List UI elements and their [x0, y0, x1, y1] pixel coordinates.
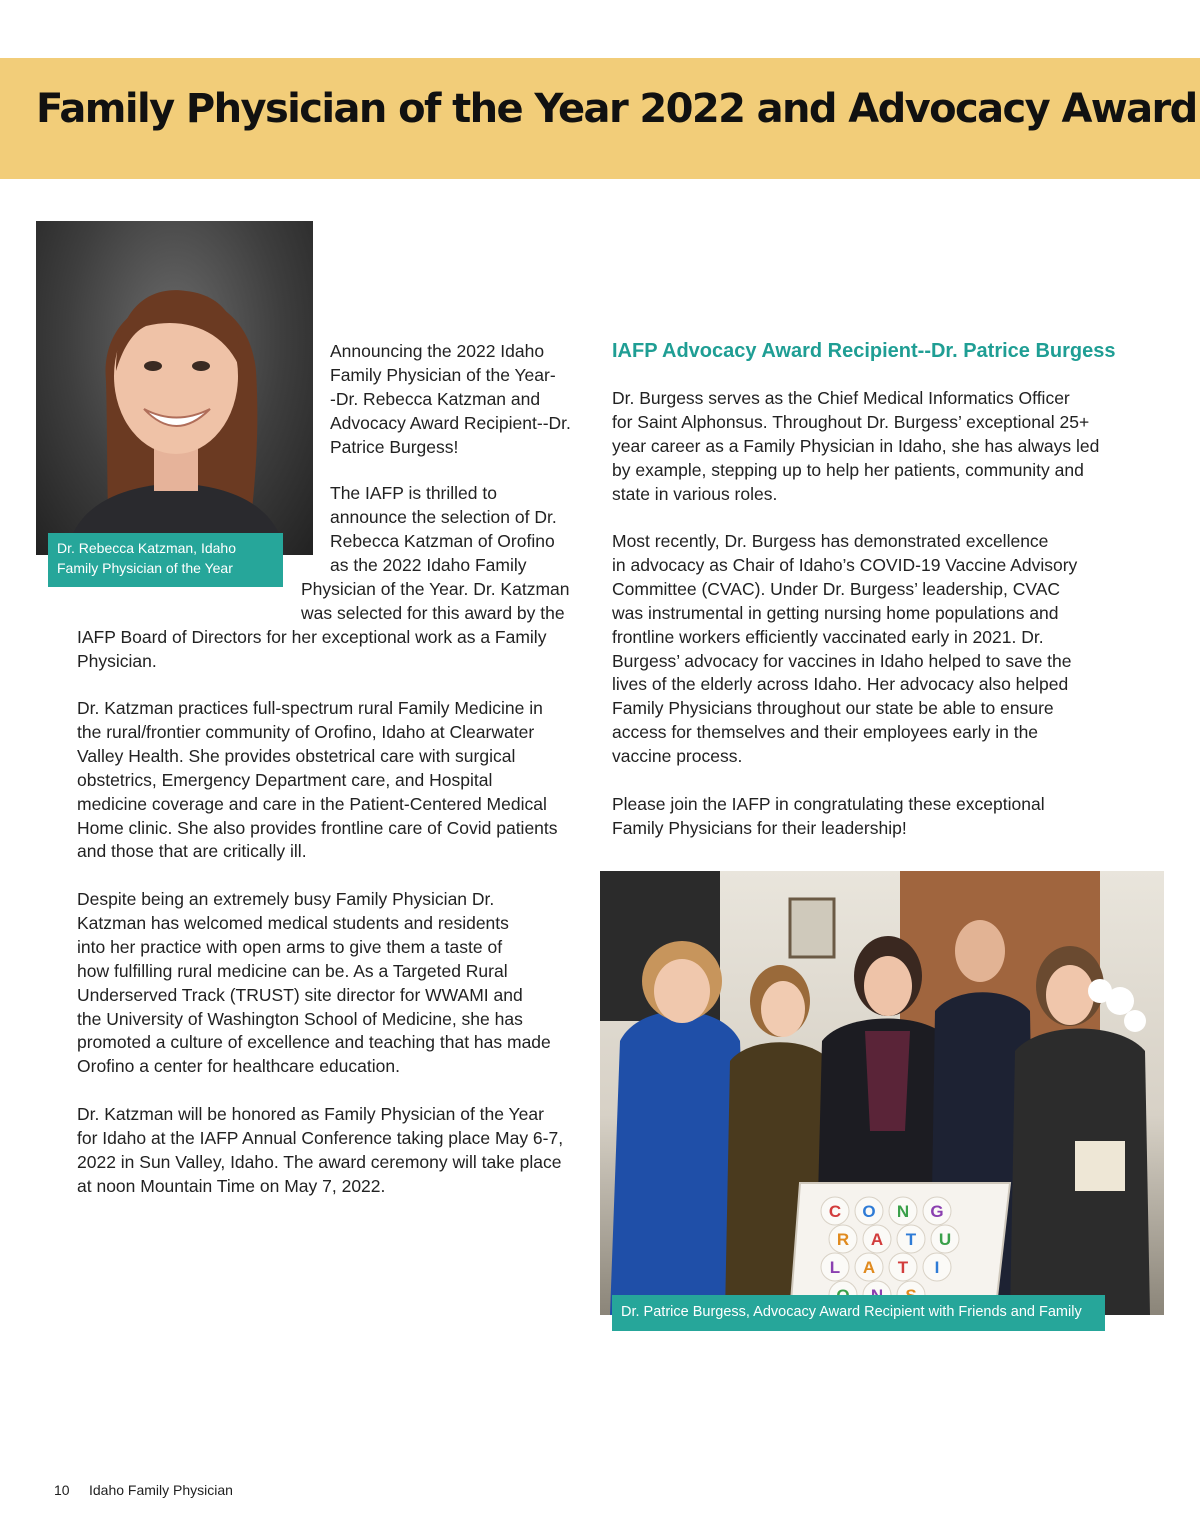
- text-line: IAFP Board of Directors for her exceptional work as a Family: [77, 627, 547, 647]
- text-line: Physician of the Year. Dr. Katzman: [301, 579, 570, 599]
- text-line: Most recently, Dr. Burgess has demonstrated excellence: [612, 531, 1049, 551]
- katzman-portrait-photo: [36, 221, 313, 555]
- text-line: how fulfilling rural medicine can be. As a Targeted Rural: [77, 960, 508, 981]
- teaching-paragraph: [77, 888, 551, 1079]
- honor-paragraph: [77, 1103, 563, 1199]
- burgess-advocacy-paragraph: [612, 530, 1077, 769]
- text-line: obstetrics, Emergency Department care, and Hospital: [77, 769, 493, 790]
- text-line: for Idaho at the IAFP Annual Conference taking place May 6-7,: [77, 1127, 564, 1148]
- katzman-photo-caption: [48, 533, 283, 587]
- selection-paragraph-bottom: [77, 626, 546, 674]
- text-line: Family Physician of the Year-: [330, 364, 556, 385]
- text-line: Valley Health. She provides obstetrical care with surgical: [77, 745, 516, 766]
- text-line: frontline workers efficiently vaccinated early in 2021. Dr.: [612, 626, 1044, 647]
- text-line: Physician.: [77, 650, 157, 671]
- text-line: Katzman has welcomed medical students and residents: [77, 912, 509, 933]
- text-line: vaccine process.: [612, 746, 743, 767]
- text-line: Advocacy Award Recipient--Dr.: [330, 412, 571, 433]
- selection-paragraph-mid: [301, 578, 570, 626]
- text-line: Despite being an extremely busy Family Physician Dr.: [77, 889, 495, 909]
- cupcake-letter: A: [870, 1230, 884, 1249]
- text-line: access for themselves and their employees early in the: [612, 722, 1039, 743]
- cupcake-letter: G: [930, 1202, 944, 1221]
- intro-paragraph: [330, 340, 571, 460]
- text-line: announce the selection of Dr.: [330, 506, 557, 527]
- text-line: Dr. Burgess serves as the Chief Medical Informatics Officer: [612, 388, 1070, 408]
- cupcake-letter: I: [934, 1258, 940, 1277]
- caption-line: Dr. Rebecca Katzman, Idaho: [57, 540, 236, 556]
- text-line: Family Physicians throughout our state be able to ensure: [612, 698, 1054, 719]
- text-line: medicine coverage and care in the Patient-Centered Medical: [77, 793, 547, 814]
- congratulations-paragraph: [612, 793, 1045, 841]
- text-line: state in various roles.: [612, 483, 778, 504]
- group-photo-caption: Dr. Patrice Burgess, Advocacy Award Recipient with Friends and Family: [612, 1295, 1105, 1331]
- text-line: at noon Mountain Time on May 7, 2022.: [77, 1175, 386, 1196]
- cupcake-letter: C: [828, 1202, 842, 1221]
- text-line: Patrice Burgess!: [330, 436, 459, 457]
- text-line: was selected for this award by the: [301, 602, 565, 623]
- burgess-group-photo: [600, 871, 1164, 1315]
- caption-line: Family Physician of the Year: [57, 560, 233, 576]
- text-line: and those that are critically ill.: [77, 841, 307, 862]
- text-line: Dr. Katzman practices full-spectrum rural Family Medicine in: [77, 698, 543, 718]
- selection-paragraph-top: [330, 482, 557, 578]
- text-line: Family Physicians for their leadership!: [612, 817, 907, 838]
- cupcake-letter: O: [862, 1202, 876, 1221]
- text-line: Home clinic. She also provides frontline care of Covid patients: [77, 817, 558, 838]
- text-line: in advocacy as Chair of Idaho’s COVID-19 Vaccine Advisory: [612, 554, 1078, 575]
- text-line: was instrumental in getting nursing home populations and: [612, 602, 1059, 623]
- advocacy-heading: IAFP Advocacy Award Recipient--Dr. Patrice Burgess: [612, 340, 1116, 362]
- page-number: 10: [54, 1482, 70, 1498]
- text-line: the University of Washington School of Medicine, she has: [77, 1008, 523, 1029]
- page-title: Family Physician of the Year 2022 and Advocacy Award: [36, 86, 1197, 132]
- publication-name: Idaho Family Physician: [89, 1482, 233, 1498]
- text-line: the rural/frontier community of Orofino, Idaho at Clearwater: [77, 721, 535, 742]
- text-line: Underserved Track (TRUST) site director for WWAMI and: [77, 984, 523, 1005]
- cupcake-letter: R: [836, 1230, 850, 1249]
- text-line: for Saint Alphonsus. Throughout Dr. Burgess’ exceptional 25+: [612, 411, 1090, 432]
- text-line: Dr. Katzman will be honored as Family Physician of the Year: [77, 1104, 544, 1124]
- text-line: The IAFP is thrilled to: [330, 483, 497, 503]
- cupcake-letter: T: [897, 1258, 909, 1277]
- cupcake-letter: U: [938, 1230, 952, 1249]
- title-banner: [0, 58, 1200, 179]
- text-line: -Dr. Rebecca Katzman and: [330, 388, 541, 409]
- cupcake-letter: A: [862, 1258, 876, 1277]
- text-line: Please join the IAFP in congratulating these exceptional: [612, 794, 1045, 814]
- text-line: Rebecca Katzman of Orofino: [330, 530, 555, 551]
- text-line: as the 2022 Idaho Family: [330, 554, 527, 575]
- cupcake-letter: L: [829, 1258, 841, 1277]
- text-line: by example, stepping up to help her patients, community and: [612, 459, 1084, 480]
- text-line: Burgess’ advocacy for vaccines in Idaho helped to save the: [612, 650, 1072, 671]
- text-line: year career as a Family Physician in Idaho, she has always led: [612, 435, 1100, 456]
- text-line: Announcing the 2022 Idaho: [330, 341, 545, 361]
- katzman-portrait-illustration: [36, 221, 313, 555]
- cupcake-letter: T: [905, 1230, 917, 1249]
- text-line: Committee (CVAC). Under Dr. Burgess’ leadership, CVAC: [612, 578, 1061, 599]
- cupcake-letter: N: [896, 1202, 910, 1221]
- practice-paragraph: [77, 697, 558, 864]
- text-line: 2022 in Sun Valley, Idaho. The award ceremony will take place: [77, 1151, 562, 1172]
- group-photo-illustration: [600, 871, 1164, 1315]
- text-line: into her practice with open arms to give them a taste of: [77, 936, 503, 957]
- burgess-role-paragraph: [612, 387, 1099, 507]
- text-line: promoted a culture of excellence and teaching that has made: [77, 1032, 551, 1053]
- text-line: lives of the elderly across Idaho. Her advocacy also helped: [612, 674, 1069, 695]
- text-line: Orofino a center for healthcare education.: [77, 1056, 400, 1077]
